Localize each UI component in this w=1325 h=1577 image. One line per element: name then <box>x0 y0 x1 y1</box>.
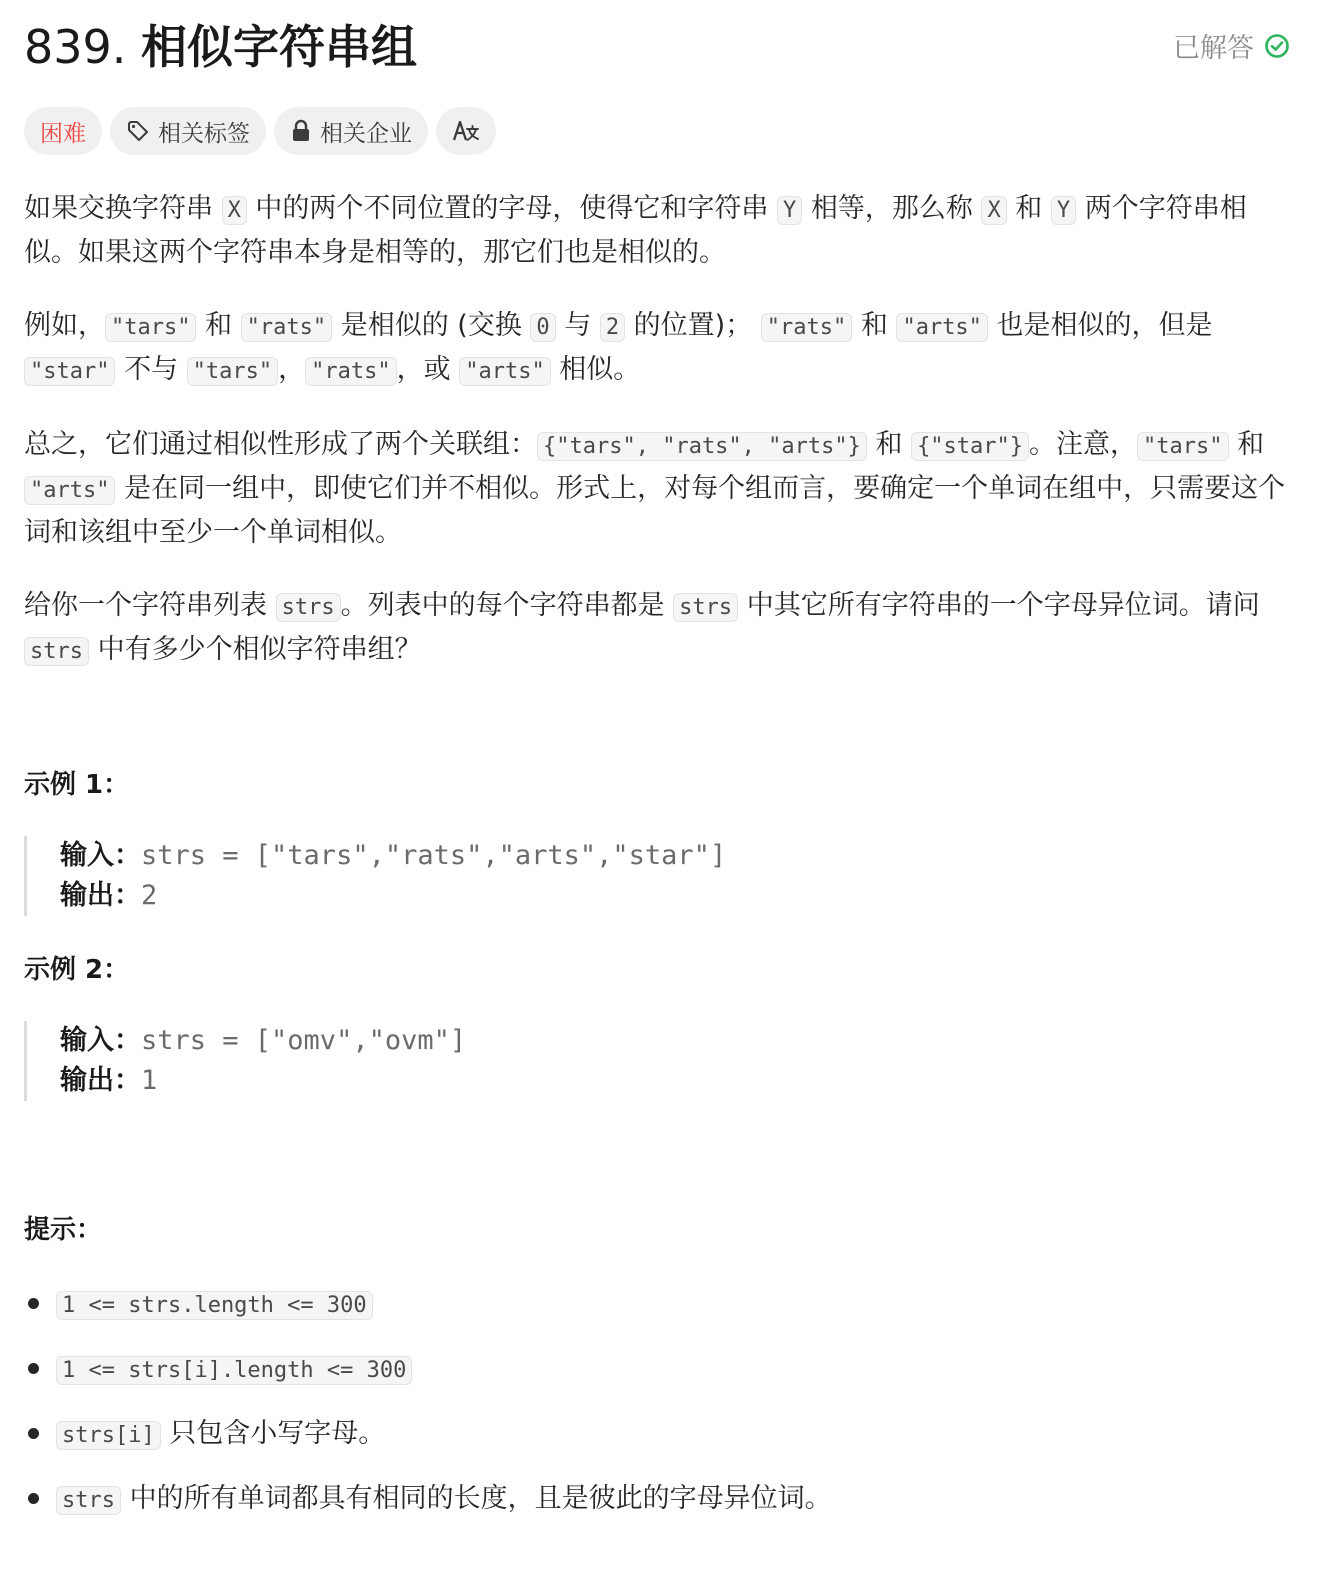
inline-code: strs <box>673 593 738 622</box>
topics-tag-button[interactable] <box>110 107 266 155</box>
list-item <box>24 1475 832 1540</box>
text: 相似。 <box>550 354 641 385</box>
companies-tag-button[interactable] <box>274 107 428 155</box>
text: 给你一个字符串列表 <box>24 590 276 621</box>
output-value: 1 <box>141 1065 158 1096</box>
inline-code: 1 <= strs[i].length <= 300 <box>56 1356 412 1385</box>
list-item <box>24 1345 832 1410</box>
text: 是在同一组中，即使它们并不相似。形式上，对每个组而言，要确定一个单词在组中，只需要这个词和该组中至少一个单词相似。 <box>24 473 1286 548</box>
text: 和 <box>866 429 912 460</box>
tag-icon <box>126 119 150 143</box>
inline-code: "tars" <box>1137 432 1228 461</box>
inline-code: X <box>222 196 247 225</box>
text: ，或 <box>396 354 460 385</box>
inline-code: "arts" <box>459 357 550 386</box>
inline-code: "rats" <box>305 357 396 386</box>
difficulty-badge <box>24 107 102 155</box>
problem-name: 相似字符串组 <box>141 20 418 74</box>
output-value: 2 <box>141 880 158 911</box>
translate-button[interactable] <box>436 107 496 155</box>
tag-bar <box>24 107 496 155</box>
text: 。列表中的每个字符串都是 <box>340 590 674 621</box>
example-input-line <box>60 836 1160 876</box>
inline-code: "arts" <box>896 313 987 342</box>
constraints-list <box>24 1280 832 1540</box>
text: 例如， <box>24 310 105 341</box>
text: 和 <box>852 310 897 341</box>
output-label: 输出： <box>60 1065 141 1096</box>
inline-code: "rats" <box>761 313 852 342</box>
statement-paragraph <box>24 424 1290 554</box>
text: 如果交换字符串 <box>24 193 222 224</box>
example-2-title: 示例 2： <box>24 955 130 985</box>
problem-title[interactable] <box>24 18 417 76</box>
text: 和 <box>1228 429 1265 460</box>
text: 相等，那么称 <box>802 193 982 224</box>
bullet <box>28 1428 39 1439</box>
output-label: 输出： <box>60 880 141 911</box>
inline-code: "star" <box>24 357 115 386</box>
bullet <box>28 1493 39 1504</box>
text: 和 <box>1006 193 1051 224</box>
bullet <box>28 1298 39 1309</box>
text: 和 <box>196 310 241 341</box>
inline-code: "arts" <box>24 476 115 505</box>
inline-code: Y <box>1051 196 1076 225</box>
lock-icon <box>290 119 312 143</box>
inline-code: strs <box>24 637 89 666</box>
problem-number: 839. <box>24 20 127 74</box>
text: ， <box>278 354 306 385</box>
problem-statement <box>24 188 1290 704</box>
inline-code: 2 <box>600 313 625 342</box>
inline-code: strs[i] <box>56 1421 161 1450</box>
list-item <box>24 1410 832 1475</box>
text: 两个字符串相似。如果这两个字符串本身是相等的，那它们也是相似的。 <box>24 193 1247 268</box>
text: 总之，它们通过相似性形成了两个关联组： <box>24 429 537 460</box>
inline-code: {"star"} <box>911 432 1029 461</box>
text: 。注意， <box>1029 429 1138 460</box>
inline-code: Y <box>777 196 802 225</box>
input-label: 输入： <box>60 1025 141 1056</box>
statement-paragraph <box>24 585 1290 673</box>
input-label: 输入： <box>60 840 141 871</box>
inline-code: strs <box>56 1486 121 1515</box>
inline-code: 0 <box>530 313 555 342</box>
text: 中其它所有字符串的一个字母异位词。请问 <box>738 590 1260 621</box>
text: 是相似的 (交换 <box>332 310 531 341</box>
example-output-line <box>60 1061 1160 1101</box>
constraints-title: 提示： <box>24 1215 103 1245</box>
inline-code: "tars" <box>105 313 196 342</box>
statement-paragraph <box>24 188 1290 274</box>
difficulty-label: 困难 <box>40 120 86 147</box>
check-circle-icon <box>1264 33 1290 59</box>
topics-tag-label: 相关标签 <box>158 120 250 147</box>
example-1-block <box>24 836 1160 916</box>
problem-header <box>24 14 1290 78</box>
text: 的位置)； <box>625 310 761 341</box>
solved-label: 已解答 <box>1173 33 1254 64</box>
example-1-title: 示例 1： <box>24 770 130 800</box>
text: 与 <box>555 310 600 341</box>
input-value: strs = ["omv","ovm"] <box>141 1025 467 1056</box>
example-input-line <box>60 1021 1160 1061</box>
inline-code: "tars" <box>187 357 278 386</box>
inline-code: 1 <= strs.length <= 300 <box>56 1291 373 1320</box>
inline-code: X <box>981 196 1006 225</box>
solved-status <box>1173 26 1290 65</box>
inline-code: strs <box>276 593 341 622</box>
companies-tag-label: 相关企业 <box>320 120 412 147</box>
statement-paragraph <box>24 305 1290 393</box>
example-output-line <box>60 876 1160 916</box>
list-item <box>24 1280 832 1345</box>
inline-code: {"tars", "rats", "arts"} <box>537 432 867 461</box>
text: 不与 <box>115 354 187 385</box>
bullet <box>28 1363 39 1374</box>
text: 中的两个不同位置的字母，使得它和字符串 <box>246 193 778 224</box>
inline-code: "rats" <box>241 313 332 342</box>
input-value: strs = ["tars","rats","arts","star"] <box>141 840 727 871</box>
text: 中的所有单词都具有相同的长度，且是彼此的字母异位词。 <box>120 1483 832 1514</box>
text: 只包含小写字母。 <box>160 1418 386 1449</box>
text: 也是相似的，但是 <box>987 310 1213 341</box>
text: 中有多少个相似字符串组？ <box>88 634 422 665</box>
translate-icon <box>452 118 480 144</box>
example-2-block <box>24 1021 1160 1101</box>
